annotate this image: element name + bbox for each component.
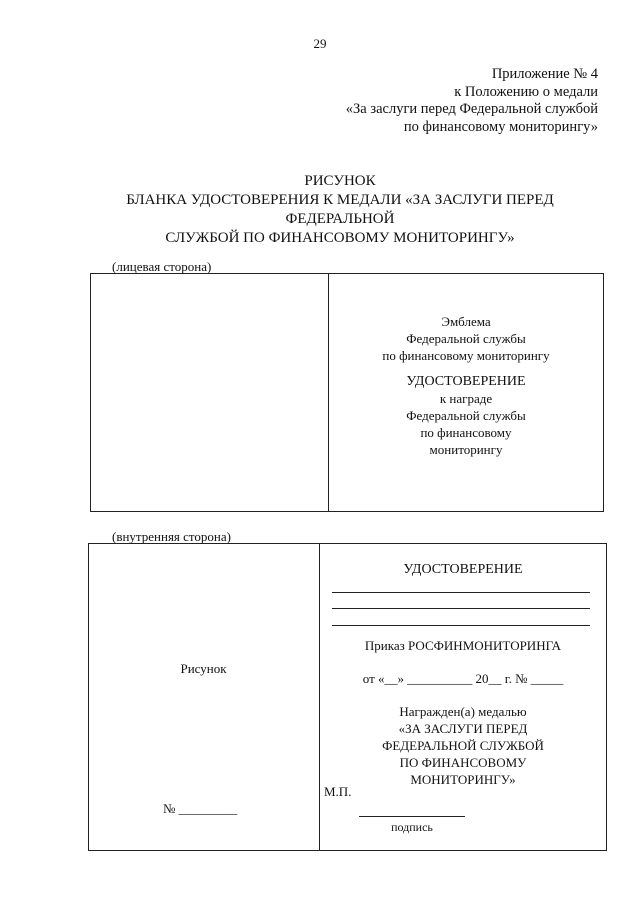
blank-line [332,625,590,626]
front-side-caption: (лицевая сторона) [112,259,212,274]
award-line: МОНИТОРИНГУ» [410,772,516,787]
inner-side-caption: (внутренняя сторона) [112,529,231,544]
inner-certificate-heading: УДОСТОВЕРЕНИЕ [403,562,523,577]
front-certificate-text [328,373,604,458]
appendix-line: по финансовому мониторингу» [403,118,598,135]
emblem-line: по финансовому мониторингу [382,348,550,363]
front-certificate-line: к награде [439,391,493,406]
title-line: СЛУЖБОЙ ПО ФИНАНСОВОМУ МОНИТОРИНГУ» [165,230,515,246]
page-number: 29 [313,36,327,51]
picture-placeholder: Рисунок [180,661,227,676]
blank-line [332,608,590,609]
inner-side-divider [319,543,320,851]
appendix-line: к Положению о медали [454,83,598,100]
award-line: «ЗА ЗАСЛУГИ ПЕРЕД [398,721,528,736]
front-certificate-line: Федеральной службы [406,408,526,423]
stamp-place: М.П. [324,784,352,799]
title-line: ФЕДЕРАЛЬНОЙ [285,211,395,227]
appendix-line: «За заслуги перед Федеральной службой [345,101,598,117]
award-line: ФЕДЕРАЛЬНОЙ СЛУЖБОЙ [382,738,544,753]
award-line: ПО ФИНАНСОВОМУ [399,755,527,770]
document-title [0,172,640,248]
award-line: Награжден(а) медалью [399,704,527,719]
blank-line [332,592,590,593]
front-certificate-line: по финансовому [420,425,512,440]
appendix-header [346,66,598,136]
signature-label: подпись [391,820,433,834]
title-line: БЛАНКА УДОСТОВЕРЕНИЯ К МЕДАЛИ «ЗА ЗАСЛУГИ ПЕРЕД [126,192,554,208]
front-certificate-line: мониторингу [429,442,503,457]
title-line: РИСУНОК [304,173,376,189]
order-date-number: от «__» __________ 20__ г. № _____ [362,671,564,686]
emblem-line: Эмблема [441,314,491,329]
signature-line [359,816,465,817]
emblem-line: Федеральной службы [406,331,526,346]
certificate-number: № _________ [163,801,238,816]
order-title: Приказ РОСФИНМОНИТОРИНГА [364,638,562,653]
award-text [319,703,607,788]
appendix-line: Приложение № 4 [491,66,598,82]
emblem-placeholder [328,313,604,364]
front-certificate-heading: УДОСТОВЕРЕНИЕ [406,374,526,389]
